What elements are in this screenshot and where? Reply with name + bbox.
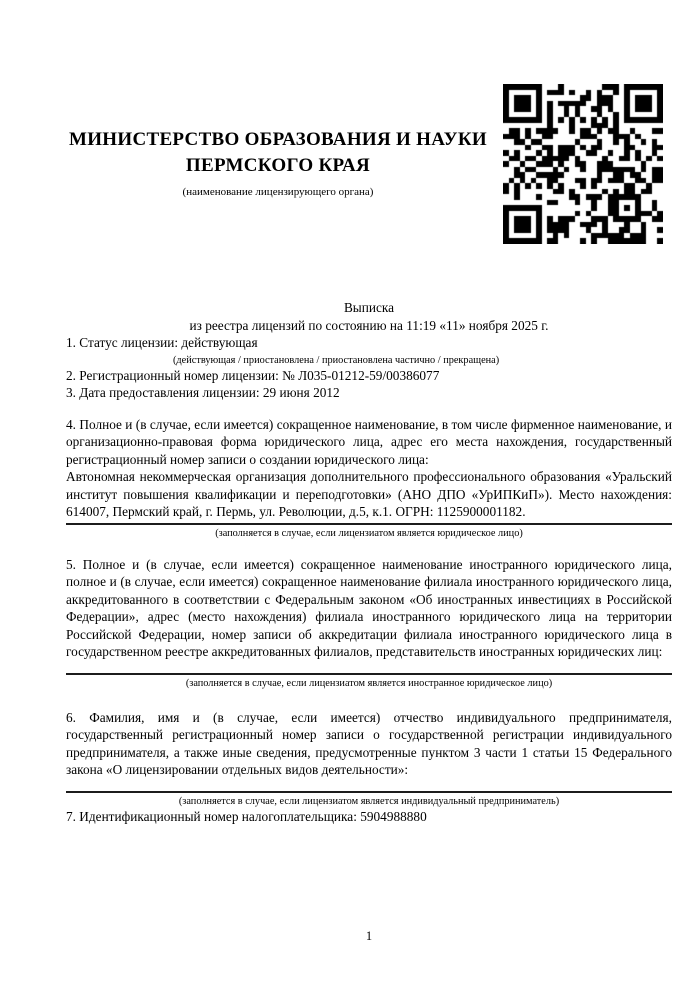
item-1-license-status: 1. Статус лицензии: действующая — [66, 335, 258, 350]
item-5-caption: (заполняется в случае, если лицензиатом является иностранное юридическое лицо) — [185, 677, 553, 689]
document-title-line2: из реестра лицензий по состоянию на 11:19 «11» ноября 2025 г. — [189, 317, 549, 333]
item-2-registration-number: 2. Регистрационный номер лицензии: № Л035-01212-59/00386077 — [66, 367, 440, 383]
issuing-authority-name — [66, 127, 490, 179]
document-title — [66, 299, 672, 334]
page-number: 1 — [365, 929, 373, 943]
fill-in-rule-legal-entity — [66, 523, 672, 525]
document-title-line1: Выписка — [343, 300, 395, 315]
item-5-label: 5. Полное и (в случае, если имеется) сокращенное наименование иностранного юридического лица, полное и (в случае, если имеется) сокращенное наименование филиала иностранного юридического лица, аккредитованного в соответствии с Федеральным законом «Об иностранных инвестициях в Российской Федерации», адрес (место нахождения) филиала иностранного юридического лица на территории Российской Федерации, номер записи об аккредитации филиала иностранного юридического лица в государственном реестре аккредитованных филиалов, представительств иностранных юридических лиц: — [66, 556, 672, 659]
item-6-caption: (заполняется в случае, если лицензиатом является индивидуальный предприниматель) — [178, 795, 560, 807]
item-4-caption: (заполняется в случае, если лицензиатом является юридическое лицо) — [215, 527, 523, 539]
ministry-name-line2: ПЕРМСКОГО КРАЯ — [185, 155, 371, 176]
item-3-license-grant-date: 3. Дата предоставления лицензии: 29 июня 2012 — [66, 385, 340, 400]
item-4-value: Автономная некоммерческая организация дополнительного профессионального образования «Уральский институт повышения квалификации и переподготовки» (АНО ДПО «УрИПКиП»). Место нахождения: 614007, Пермский край, г. Пермь, ул. Революции, д.5, к.1. ОГРН: 1125900001182. — [66, 469, 672, 519]
item-7-taxpayer-id: 7. Идентификационный номер налогоплательщика: 5904988880 — [66, 808, 427, 824]
document-header — [66, 0, 490, 199]
item-6-entrepreneur-section — [66, 709, 672, 808]
item-1-status-options-note: (действующая / приостановлена / приостановлена частично / прекращена) — [173, 354, 500, 366]
issuing-authority-caption: (наименование лицензирующего органа) — [182, 186, 374, 198]
fill-in-rule-entrepreneur — [66, 791, 672, 793]
ministry-name-line1: МИНИСТЕРСТВО ОБРАЗОВАНИЯ И НАУКИ — [68, 129, 488, 150]
item-4-label: 4. Полное и (в случае, если имеется) сокращенное наименование, в том числе фирменное наименование, и организационно-правовая форма юридического лица, адрес его места нахождения, государственный регистрационный номер записи о создании юридического лица: — [66, 416, 672, 467]
item-5-foreign-entity-section — [66, 556, 672, 690]
fill-in-rule-foreign-entity — [66, 673, 672, 675]
item-4-legal-entity-section — [66, 416, 672, 540]
item-6-label: 6. Фамилия, имя и (в случае, если имеется) отчество индивидуального предпринимателя, государственный регистрационный номер записи о государственной регистрации индивидуального предпринимателя, а также иные сведения, предусмотренные пунктом 3 части 1 статьи 15 Федерального закона «О лицензировании отдельных видов деятельности»: — [66, 709, 672, 777]
document-content — [66, 0, 672, 825]
